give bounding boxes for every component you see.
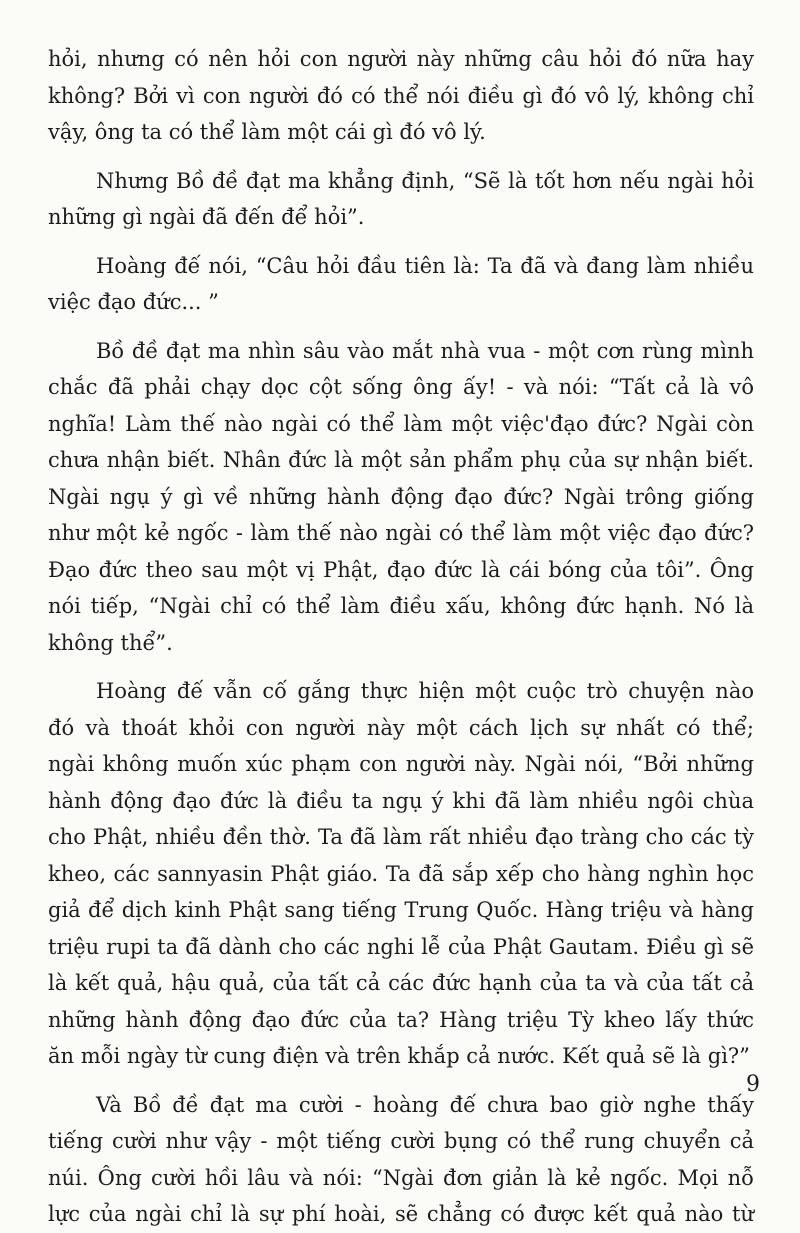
paragraph (48, 673, 754, 1075)
text-line: tiếng cười như vậy - một tiếng cười bụng có thể rung chuyển cả (48, 1129, 754, 1153)
text-line: chắc đã phải chạy dọc cột sống ông ấy! - và nói: “Tất cả là vô (48, 375, 754, 399)
text-line: hành động đạo đức là điều ta ngụ ý khi đã làm nhiều ngôi chùa (48, 788, 754, 813)
paragraph (48, 333, 754, 662)
text-line: không? Bởi vì con người đó có thể nói điều gì đó vô lý, không chỉ (48, 83, 754, 108)
text-line: như một kẻ ngốc - làm thế nào ngài có thể làm một việc đạo đức? (48, 521, 754, 545)
text-line: là kết quả, hậu quả, của tất cả các đức hạnh của ta và của tất cả (48, 971, 754, 995)
page-number: 9 (746, 1072, 760, 1097)
text-line: Đạo đức theo sau một vị Phật, đạo đức là cái bóng của tôi”. Ông (48, 557, 754, 582)
paragraph (48, 248, 754, 321)
text-line: lực của ngài chỉ là sự phí hoài, sẽ chẳng có được kết quả nào từ (48, 1202, 754, 1226)
text-line: hỏi, nhưng có nên hỏi con người này những câu hỏi đó nữa hay (48, 47, 754, 71)
text-line: những gì ngài đã đến để hỏi”. (48, 205, 365, 229)
text-line: nghĩa! Làm thế nào ngài có thể làm một việc'đạo đức? Ngài còn (48, 411, 754, 436)
paragraph (48, 163, 754, 236)
text-line: ăn mỗi ngày từ cung điện và trên khắp cả nước. Kết quả sẽ là gì?” (48, 1044, 750, 1068)
text-line: giả để dịch kinh Phật sang tiếng Trung Quốc. Hàng triệu và hàng (48, 898, 754, 922)
text-line: núi. Ông cười hồi lâu và nói: “Ngài đơn giản là kẻ ngốc. Mọi nỗ (48, 1165, 754, 1190)
text-line: Bồ đề đạt ma nhìn sâu vào mắt nhà vua - một cơn rùng mình (96, 338, 754, 363)
text-line: ngài không muốn xúc phạm con người này. Ngài nói, “Bởi những (48, 752, 754, 776)
text-line: vậy, ông ta có thể làm một cái gì đó vô lý. (48, 120, 486, 144)
text-line: những hành động đạo đức của ta? Hàng triệu Tỳ kheo lấy thức (48, 1007, 754, 1032)
text-body (48, 41, 754, 1233)
paragraph (48, 1087, 754, 1233)
text-line: kheo, các sannyasin Phật giáo. Ta đã sắp xếp cho hàng nghìn học (48, 861, 754, 886)
text-line: Nhưng Bồ đề đạt ma khẳng định, “Sẽ là tốt hơn nếu ngài hỏi (96, 168, 754, 193)
text-line: Và Bồ đề đạt ma cười - hoàng đế chưa bao giờ nghe thấy (96, 1092, 754, 1117)
text-line: Ngài ngụ ý gì về những hành động đạo đức? Ngài trông giống (48, 484, 754, 509)
text-line: không thể”. (48, 630, 173, 655)
text-line: cho Phật, nhiều đền thờ. Ta đã làm rất nhiều đạo tràng cho các tỳ (48, 825, 754, 849)
paragraph (48, 41, 754, 151)
text-line: đó và thoát khỏi con người này một cách lịch sự nhất có thể; (48, 715, 754, 740)
text-line: nói tiếp, “Ngài chỉ có thể làm điều xấu, không đức hạnh. Nó là (48, 594, 754, 618)
text-line: việc đạo đức... ” (48, 290, 219, 314)
text-line: triệu rupi ta đã dành cho các nghi lễ của Phật Gautam. Điều gì sẽ (48, 934, 754, 959)
text-line: Hoàng đế vẫn cố gắng thực hiện một cuộc trò chuyện nào (96, 679, 754, 703)
text-line: Hoàng đế nói, “Câu hỏi đầu tiên là: Ta đã và đang làm nhiều (96, 253, 754, 278)
text-line: chưa nhận biết. Nhân đức là một sản phẩm phụ của sự nhận biết. (48, 448, 754, 472)
